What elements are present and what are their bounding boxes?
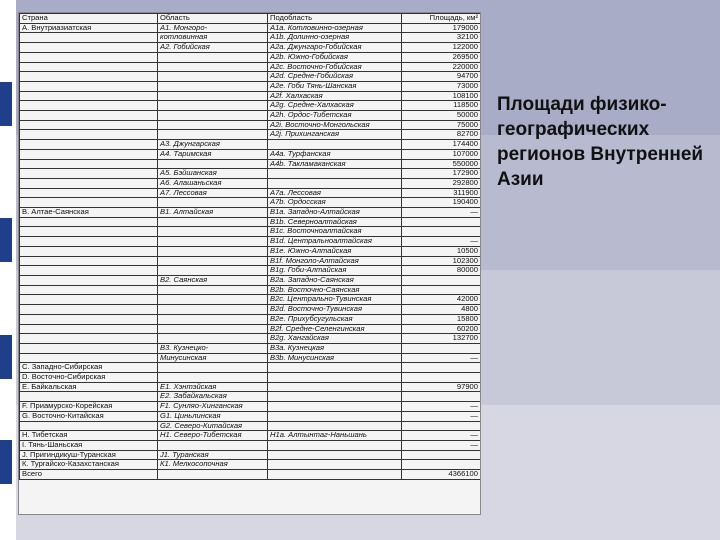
table-cell xyxy=(20,227,158,237)
table-cell: В1b. Северноалтайская xyxy=(268,217,402,227)
table-cell: котловинная xyxy=(158,33,268,43)
table-cell: А. Внутриазиатская xyxy=(20,23,158,33)
table-cell xyxy=(268,382,402,392)
table-cell xyxy=(20,140,158,150)
table-cell: 15800 xyxy=(402,314,481,324)
table-row xyxy=(20,217,481,227)
table-row xyxy=(20,411,481,421)
table-cell xyxy=(268,440,402,450)
table-cell xyxy=(402,373,481,383)
table-row xyxy=(20,120,481,130)
table-cell xyxy=(20,149,158,159)
table-cell: Е2. Забайкальская xyxy=(158,392,268,402)
table-cell xyxy=(20,91,158,101)
column-header: Подобласть xyxy=(268,14,402,24)
table-cell: В1g. Гоби-Алтайская xyxy=(268,266,402,276)
table-cell: 80000 xyxy=(402,266,481,276)
column-header: Область xyxy=(158,14,268,24)
table-row xyxy=(20,392,481,402)
table-cell: С. Западно-Сибирская xyxy=(20,363,158,373)
table-row xyxy=(20,72,481,82)
table-cell xyxy=(158,295,268,305)
decorative-bar xyxy=(0,440,12,484)
table-cell xyxy=(402,460,481,470)
table-cell xyxy=(268,421,402,431)
table-cell: Н. Тибетская xyxy=(20,431,158,441)
table-cell xyxy=(268,460,402,470)
table-cell: F1. Сунляо-Хинганская xyxy=(158,402,268,412)
table-cell: G. Восточно-Китайская xyxy=(20,411,158,421)
table-cell: А2g. Средне-Халхаская xyxy=(268,101,402,111)
table-cell xyxy=(20,33,158,43)
table-cell xyxy=(158,314,268,324)
table-cell: 4800 xyxy=(402,305,481,315)
table-row xyxy=(20,431,481,441)
table-header-row xyxy=(20,14,481,24)
table-cell: В3b. Минусинская xyxy=(268,353,402,363)
table-cell xyxy=(402,275,481,285)
table-row xyxy=(20,460,481,470)
table-cell: I. Тянь-Шаньская xyxy=(20,440,158,450)
table-cell: В2d. Восточно-Тувинская xyxy=(268,305,402,315)
table-cell xyxy=(402,392,481,402)
table-cell: В1f. Монголо-Алтайская xyxy=(268,256,402,266)
table-cell: 220000 xyxy=(402,62,481,72)
table-cell: А2a. Джунгаро-Гобийская xyxy=(268,43,402,53)
regions-area-table xyxy=(19,13,481,480)
table-cell: А2c. Восточно-Гобийская xyxy=(268,62,402,72)
table-cell: F. Приамурско-Корейская xyxy=(20,402,158,412)
table-cell: В2f. Средне-Селенгинская xyxy=(268,324,402,334)
table-cell: 4366100 xyxy=(402,470,481,480)
table-row xyxy=(20,470,481,480)
table-cell: Е1. Хэнтэйская xyxy=(158,382,268,392)
table-cell xyxy=(268,402,402,412)
table-cell xyxy=(402,285,481,295)
table-cell: Н1а. Алтынтаг-Наньшань xyxy=(268,431,402,441)
table-cell xyxy=(20,111,158,121)
table-cell: К1. Мелкосопочная xyxy=(158,460,268,470)
table-row xyxy=(20,140,481,150)
table-cell: В1e. Южно-Алтайская xyxy=(268,246,402,256)
table-cell xyxy=(158,111,268,121)
table-cell: В2. Саянская xyxy=(158,275,268,285)
table-row xyxy=(20,305,481,315)
table-row xyxy=(20,246,481,256)
table-cell xyxy=(20,72,158,82)
table-cell: А4. Таримская xyxy=(158,149,268,159)
table-cell xyxy=(20,43,158,53)
table-cell xyxy=(268,392,402,402)
table-row xyxy=(20,227,481,237)
table-row xyxy=(20,91,481,101)
table-cell: А1b. Долинно-озерная xyxy=(268,33,402,43)
table-cell xyxy=(158,470,268,480)
table-cell: 122000 xyxy=(402,43,481,53)
table-cell: А4b. Такламаканская xyxy=(268,159,402,169)
table-row xyxy=(20,373,481,383)
table-cell: А7a. Лессовая xyxy=(268,188,402,198)
table-row xyxy=(20,353,481,363)
table-cell xyxy=(158,120,268,130)
table-row xyxy=(20,382,481,392)
table-cell xyxy=(268,363,402,373)
table-cell xyxy=(20,314,158,324)
table-cell xyxy=(158,305,268,315)
table-cell xyxy=(158,217,268,227)
table-cell: G1. Циньлинская xyxy=(158,411,268,421)
table-cell: J1. Туранская xyxy=(158,450,268,460)
table-cell: К. Тургайско-Казахстанская xyxy=(20,460,158,470)
table-row xyxy=(20,149,481,159)
table-cell xyxy=(268,169,402,179)
column-header: Страна xyxy=(20,14,158,24)
table-row xyxy=(20,363,481,373)
table-cell: Н1. Северо-Тибетская xyxy=(158,431,268,441)
table-cell: Минусинская xyxy=(158,353,268,363)
table-cell xyxy=(402,421,481,431)
table-cell xyxy=(158,52,268,62)
table-cell: 102300 xyxy=(402,256,481,266)
table-cell: В1c. Восточноалтайская xyxy=(268,227,402,237)
table-cell: А2f. Халхаская xyxy=(268,91,402,101)
table-row xyxy=(20,295,481,305)
table-cell: 50000 xyxy=(402,111,481,121)
table-row xyxy=(20,178,481,188)
table-cell xyxy=(268,450,402,460)
table-row xyxy=(20,275,481,285)
table-cell: 108100 xyxy=(402,91,481,101)
slide-title: Площади физико-географических регионов Внутренней Азии xyxy=(497,94,704,190)
table-cell xyxy=(158,62,268,72)
table-row xyxy=(20,343,481,353)
table-cell: А5. Бэйшанская xyxy=(158,169,268,179)
table-cell xyxy=(268,178,402,188)
table-cell: 75000 xyxy=(402,120,481,130)
table-cell xyxy=(20,421,158,431)
table-cell: В. Алтае-Саянская xyxy=(20,208,158,218)
table-cell xyxy=(158,237,268,247)
table-cell xyxy=(158,440,268,450)
table-cell xyxy=(158,373,268,383)
table-cell xyxy=(20,178,158,188)
table-cell xyxy=(20,305,158,315)
table-cell: 32100 xyxy=(402,33,481,43)
table-row xyxy=(20,285,481,295)
table-cell xyxy=(158,72,268,82)
table-cell: А1. Монгоро- xyxy=(158,23,268,33)
table-cell: D. Восточно-Сибирская xyxy=(20,373,158,383)
table-row xyxy=(20,314,481,324)
table-cell: А7. Лессовая xyxy=(158,188,268,198)
table-cell xyxy=(158,324,268,334)
table-cell xyxy=(20,62,158,72)
table-cell: 174400 xyxy=(402,140,481,150)
table-cell: В2g. Хангайская xyxy=(268,334,402,344)
table-cell xyxy=(20,188,158,198)
table-row xyxy=(20,208,481,218)
decorative-bar xyxy=(0,218,12,262)
table-cell xyxy=(20,52,158,62)
table-cell xyxy=(158,363,268,373)
table-cell: А3. Джунгарская xyxy=(158,140,268,150)
table-cell: 190400 xyxy=(402,198,481,208)
table-row xyxy=(20,62,481,72)
table-cell xyxy=(20,266,158,276)
table-cell: 179000 xyxy=(402,23,481,33)
table-cell: Всего xyxy=(20,470,158,480)
table-cell xyxy=(20,246,158,256)
table-cell: 97900 xyxy=(402,382,481,392)
table-cell xyxy=(402,343,481,353)
table-cell xyxy=(268,411,402,421)
table-row xyxy=(20,130,481,140)
table-cell xyxy=(158,334,268,344)
table-cell: 118500 xyxy=(402,101,481,111)
table-cell xyxy=(20,343,158,353)
table-cell: G2. Северо-Китайская xyxy=(158,421,268,431)
table-cell: 94700 xyxy=(402,72,481,82)
table-cell: 10500 xyxy=(402,246,481,256)
table-cell xyxy=(20,295,158,305)
table-row xyxy=(20,440,481,450)
table-cell: 82700 xyxy=(402,130,481,140)
table-cell: В2а. Западно-Саянская xyxy=(268,275,402,285)
table-cell: А2b. Южно-Гобийская xyxy=(268,52,402,62)
table-cell: А2. Гобийская xyxy=(158,43,268,53)
table-cell: 73000 xyxy=(402,81,481,91)
table-row xyxy=(20,81,481,91)
table-cell: 60200 xyxy=(402,324,481,334)
table-cell xyxy=(20,353,158,363)
table-cell xyxy=(268,373,402,383)
table-row xyxy=(20,324,481,334)
table-cell xyxy=(20,101,158,111)
table-cell xyxy=(20,120,158,130)
table-cell xyxy=(268,470,402,480)
table-cell xyxy=(20,275,158,285)
table-cell: В1d. Центральноалтайская xyxy=(268,237,402,247)
table-cell xyxy=(158,198,268,208)
table-cell: А4a. Турфанская xyxy=(268,149,402,159)
table-cell: А2j. Прихинганская xyxy=(268,130,402,140)
table-row xyxy=(20,256,481,266)
table-cell: 172900 xyxy=(402,169,481,179)
table-cell: А2d. Средне-Гобийская xyxy=(268,72,402,82)
table-cell: В1. Алтайская xyxy=(158,208,268,218)
table-row xyxy=(20,52,481,62)
table-row xyxy=(20,188,481,198)
table-cell: А2e. Гоби Тянь-Шанская xyxy=(268,81,402,91)
table-row xyxy=(20,101,481,111)
decorative-bar xyxy=(0,82,12,126)
table-cell: 132700 xyxy=(402,334,481,344)
table-row xyxy=(20,334,481,344)
table-cell: J. Пригиндикуш-Туранская xyxy=(20,450,158,460)
table-cell xyxy=(20,256,158,266)
table-cell: А7b. Ордосская xyxy=(268,198,402,208)
table-cell xyxy=(158,81,268,91)
table-cell xyxy=(158,91,268,101)
table-cell: В2e. Прихубсугульская xyxy=(268,314,402,324)
table-cell xyxy=(158,101,268,111)
table-cell xyxy=(402,217,481,227)
table-cell xyxy=(158,256,268,266)
table-cell xyxy=(268,140,402,150)
table-cell: — xyxy=(402,208,481,218)
table-row xyxy=(20,266,481,276)
table-cell: 550000 xyxy=(402,159,481,169)
table-cell xyxy=(158,266,268,276)
table-cell xyxy=(402,227,481,237)
table-cell: 292800 xyxy=(402,178,481,188)
table-row xyxy=(20,169,481,179)
table-cell: 107000 xyxy=(402,149,481,159)
table-cell xyxy=(20,169,158,179)
table-cell: — xyxy=(402,237,481,247)
table-row xyxy=(20,237,481,247)
table-cell: А2h. Ордос-Тибетская xyxy=(268,111,402,121)
table-cell xyxy=(158,246,268,256)
table-cell: — xyxy=(402,431,481,441)
table-cell xyxy=(402,450,481,460)
table-row xyxy=(20,43,481,53)
table-cell xyxy=(20,217,158,227)
table-cell xyxy=(20,334,158,344)
table-row xyxy=(20,111,481,121)
table-row xyxy=(20,33,481,43)
table-cell: В2b. Восточно-Саянская xyxy=(268,285,402,295)
table-cell: А6. Алашаньская xyxy=(158,178,268,188)
table-cell xyxy=(20,159,158,169)
table-cell xyxy=(20,130,158,140)
table-cell xyxy=(20,285,158,295)
table-cell: В2c. Центрально-Тувинская xyxy=(268,295,402,305)
table-cell: — xyxy=(402,402,481,412)
table-cell: А1а. Котловинно-озерная xyxy=(268,23,402,33)
table-cell: — xyxy=(402,440,481,450)
table-cell xyxy=(402,363,481,373)
table-cell xyxy=(20,81,158,91)
table-row xyxy=(20,402,481,412)
table-cell xyxy=(20,198,158,208)
table-cell xyxy=(158,285,268,295)
table-cell: — xyxy=(402,353,481,363)
scanned-table-image xyxy=(18,12,481,515)
table-cell: В1а. Западно-Алтайская xyxy=(268,208,402,218)
table-cell xyxy=(20,237,158,247)
table-cell xyxy=(158,159,268,169)
table-row xyxy=(20,450,481,460)
table-row xyxy=(20,23,481,33)
table-row xyxy=(20,159,481,169)
table-cell: А2i. Восточно-Монгольская xyxy=(268,120,402,130)
table-cell xyxy=(158,130,268,140)
table-cell: Е. Байкальская xyxy=(20,382,158,392)
table-row xyxy=(20,198,481,208)
table-cell: 42000 xyxy=(402,295,481,305)
table-cell xyxy=(158,227,268,237)
table-cell: В3. Кузнецко- xyxy=(158,343,268,353)
column-header: Площадь, км² xyxy=(402,14,481,24)
table-cell xyxy=(20,392,158,402)
table-row xyxy=(20,421,481,431)
table-cell: 269500 xyxy=(402,52,481,62)
table-cell xyxy=(20,324,158,334)
table-cell: — xyxy=(402,411,481,421)
decorative-bar xyxy=(0,335,12,379)
table-cell: 311900 xyxy=(402,188,481,198)
table-cell: В3а. Кузнецкая xyxy=(268,343,402,353)
